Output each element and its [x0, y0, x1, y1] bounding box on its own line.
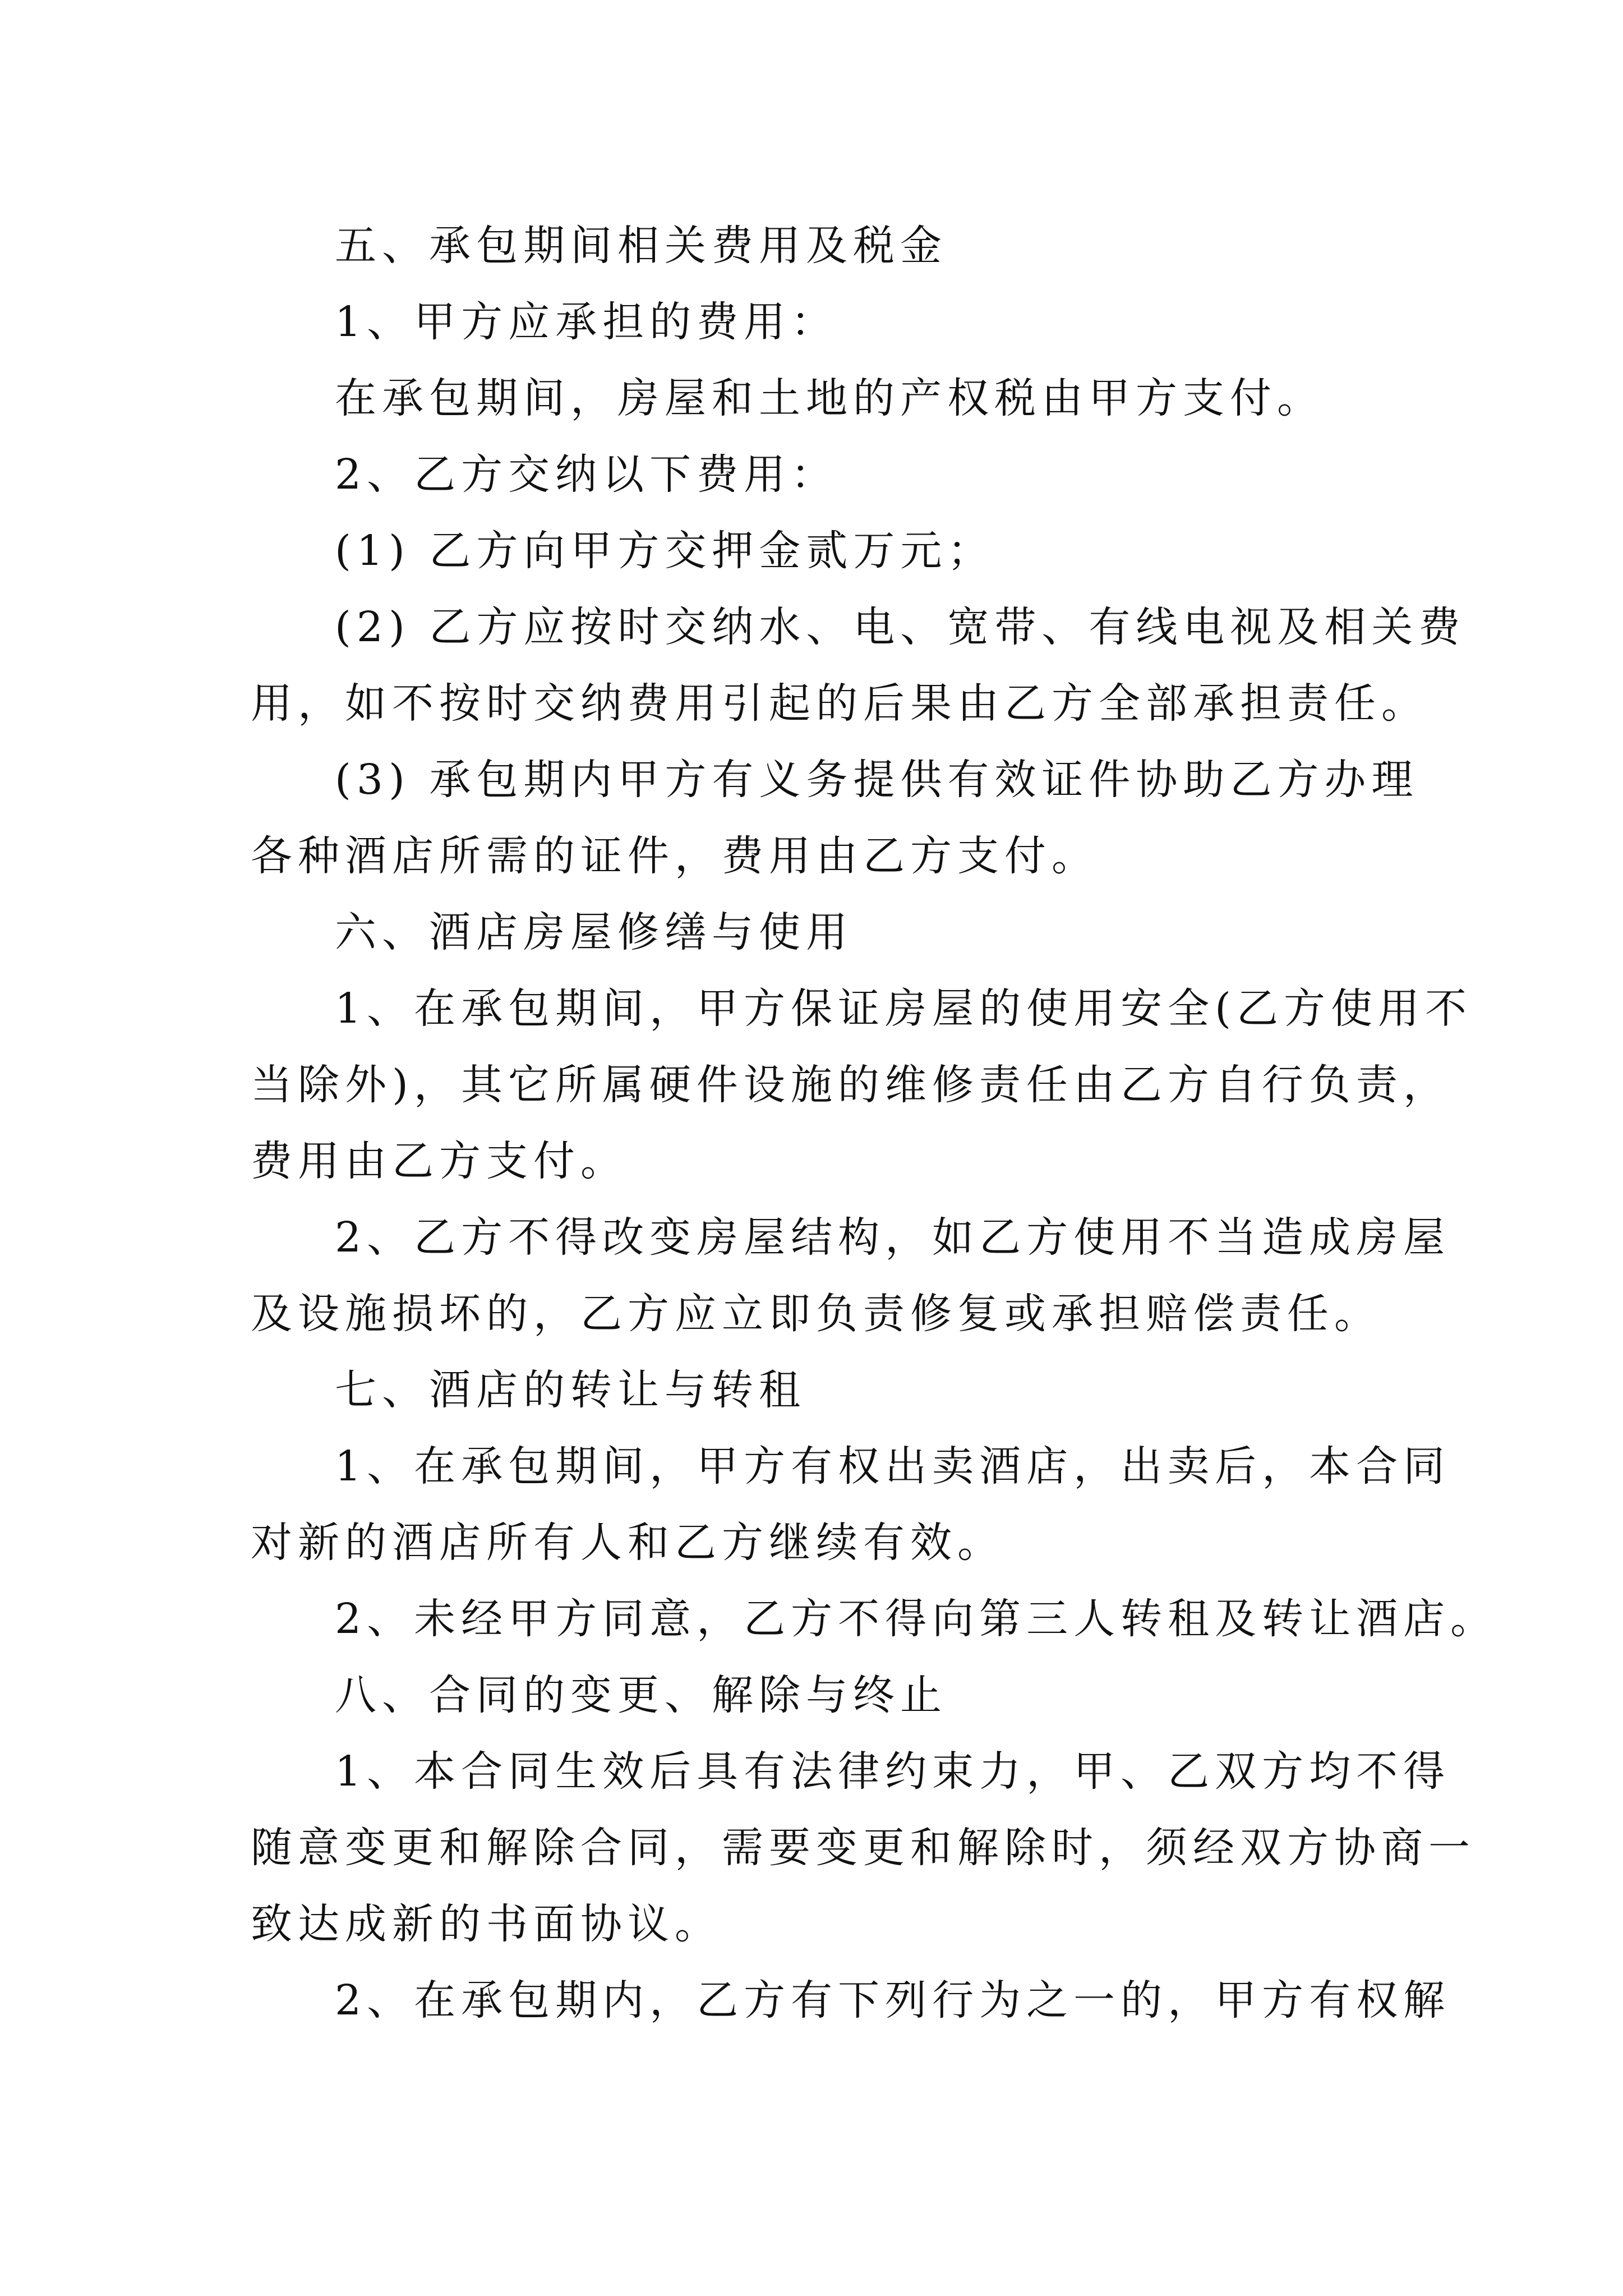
document-line: 在承包期间，房屋和土地的产权税由甲方支付。: [335, 374, 1324, 422]
document-line: 用，如不按时交纳费用引起的后果由乙方全部承担责任。: [251, 679, 1428, 728]
document-line: (2) 乙方应按时交纳水、电、宽带、有线电视及相关费: [335, 603, 1466, 651]
document-line: 各种酒店所需的证件，费用由乙方支付。: [251, 832, 1099, 880]
document-line: 对新的酒店所有人和乙方继续有效。: [251, 1519, 1004, 1567]
document-line: 七、酒店的转让与转租: [335, 1366, 806, 1414]
document-line: 1、在承包期间，甲方保证房屋的使用安全(乙方使用不: [335, 984, 1472, 1033]
document-line: 致达成新的书面协议。: [251, 1900, 722, 1948]
document-line: 随意变更和解除合同，需要变更和解除时，须经双方协商一: [251, 1824, 1476, 1872]
document-line: 2、乙方不得改变房屋结构，如乙方使用不当造成房屋: [335, 1213, 1451, 1262]
document-line: 及设施损坏的，乙方应立即负责修复或承担赔偿责任。: [251, 1290, 1381, 1338]
document-line: 1、在承包期间，甲方有权出卖酒店，出卖后，本合同: [335, 1442, 1451, 1490]
document-line: 八、合同的变更、解除与终止: [335, 1671, 947, 1719]
document-line: (1) 乙方向甲方交押金贰万元；: [335, 527, 995, 575]
document-line: 1、甲方应承担的费用：: [335, 298, 838, 346]
document-line: (3) 承包期内甲方有义务提供有效证件协助乙方办理: [335, 756, 1419, 804]
document-line: 2、未经甲方同意，乙方不得向第三人转租及转让酒店。: [335, 1595, 1498, 1643]
document-line: 当除外)，其它所属硬件设施的维修责任由乙方自行负责，: [251, 1061, 1450, 1109]
document-body: [251, 208, 1498, 2039]
document-line: 1、本合同生效后具有法律约束力，甲、乙双方均不得: [335, 1747, 1451, 1796]
document-line: 费用由乙方支付。: [251, 1137, 628, 1185]
document-line: 六、酒店房屋修缮与使用: [335, 908, 853, 956]
document-line: 2、在承包期内，乙方有下列行为之一的，甲方有权解: [335, 1976, 1451, 2024]
document-line: 2、乙方交纳以下费用：: [335, 450, 838, 499]
document-line: 五、承包期间相关费用及税金: [335, 222, 947, 270]
